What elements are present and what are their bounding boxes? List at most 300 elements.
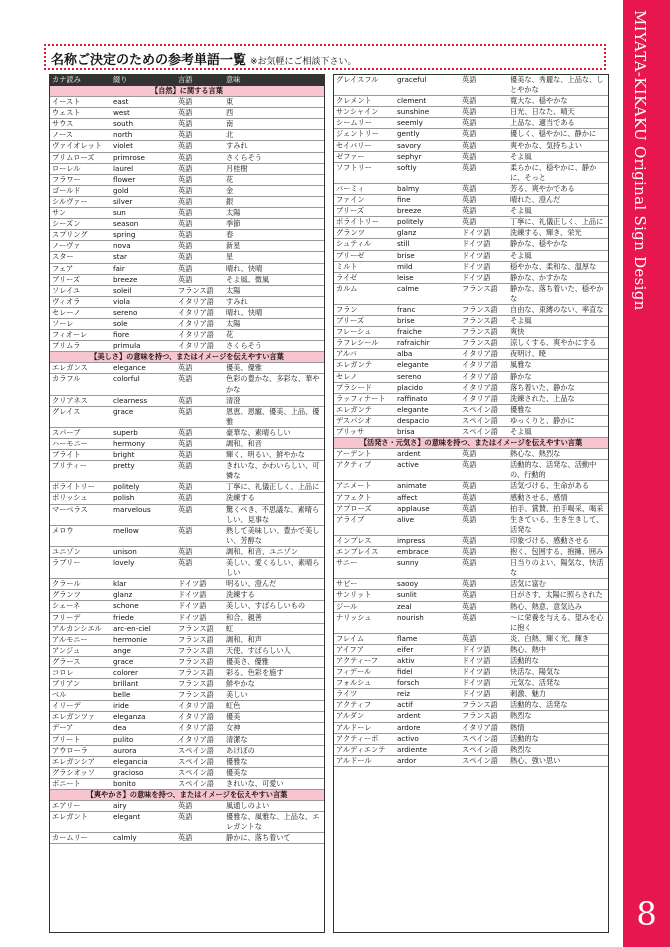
table-row — [334, 107, 608, 118]
cell-meaning: 花 — [224, 330, 324, 341]
cell-language: 英語 — [460, 151, 508, 162]
cell-spelling: sun — [111, 208, 176, 219]
table-row — [50, 833, 324, 844]
cell-meaning: すみれ — [224, 141, 324, 152]
cell-language: イタリア語 — [176, 341, 224, 352]
cell-meaning: 洗練する、輝き、栄光 — [508, 228, 608, 239]
cell-meaning: 風通しのよい — [224, 801, 324, 812]
cell-language: イタリア語 — [460, 722, 508, 733]
cell-spelling: flame — [395, 633, 460, 644]
cell-language: スペイン語 — [176, 767, 224, 778]
table-row — [50, 656, 324, 667]
table-row — [50, 252, 324, 263]
cell-language: 英語 — [176, 230, 224, 241]
cell-kana: グランツ — [50, 590, 111, 601]
cell-meaning: 優美な — [224, 767, 324, 778]
cell-meaning: 優美、優雅 — [224, 363, 324, 374]
cell-kana: サン — [50, 208, 111, 219]
cell-language: 英語 — [460, 96, 508, 107]
table-row — [50, 756, 324, 767]
cell-spelling: primrose — [111, 152, 176, 163]
cell-kana: セレノ — [334, 371, 395, 382]
cell-meaning: 春 — [224, 230, 324, 241]
cell-spelling: actif — [395, 700, 460, 711]
cell-spelling: breeze — [395, 206, 460, 217]
cell-language: 英語 — [460, 449, 508, 460]
cell-language: スペイン語 — [460, 755, 508, 766]
cell-language: ドイツ語 — [176, 579, 224, 590]
cell-kana: クレメント — [334, 96, 395, 107]
cell-meaning: 西 — [224, 108, 324, 119]
cell-meaning: 太陽 — [224, 285, 324, 296]
cell-language: 英語 — [176, 263, 224, 274]
cell-meaning: 恩恵、恩寵、優美、上品、優雅 — [224, 406, 324, 427]
section-title: 【美しさ】の意味を持つ、またはイメージを伝えやすい言葉 — [50, 352, 324, 363]
table-row — [334, 360, 608, 371]
cell-kana: カラフル — [50, 374, 111, 395]
cell-kana: アルダン — [334, 711, 395, 722]
cell-meaning: 炎、白熱、輝く光、輝き — [508, 633, 608, 644]
cell-language: 英語 — [460, 503, 508, 514]
cell-spelling: zeal — [395, 601, 460, 612]
cell-language: フランス語 — [176, 667, 224, 678]
cell-meaning: 静かな — [508, 371, 608, 382]
cell-language: スペイン語 — [176, 745, 224, 756]
table-row — [50, 141, 324, 152]
table-row — [50, 152, 324, 163]
cell-spelling: fraiche — [395, 327, 460, 338]
cell-meaning: 色彩の豊かな、多彩な、華やかな — [224, 374, 324, 395]
cell-language: ドイツ語 — [176, 612, 224, 623]
cell-language: 英語 — [176, 97, 224, 108]
cell-spelling: elegancia — [111, 756, 176, 767]
cell-spelling: mild — [395, 261, 460, 272]
cell-spelling: laurel — [111, 163, 176, 174]
cell-meaning: 洗練する — [224, 590, 324, 601]
cell-language: 英語 — [460, 547, 508, 558]
cell-language: スペイン語 — [176, 756, 224, 767]
table-row — [50, 482, 324, 493]
cell-spelling: pulito — [111, 734, 176, 745]
table-row — [50, 767, 324, 778]
section-header — [50, 352, 324, 363]
cell-spelling: hermonie — [111, 634, 176, 645]
cell-spelling: star — [111, 252, 176, 263]
cell-spelling: active — [395, 460, 460, 481]
table-row — [50, 579, 324, 590]
cell-language: 英語 — [460, 492, 508, 503]
cell-meaning: 活動的な、活発な、活動中の、行動的 — [508, 460, 608, 481]
cell-spelling: airy — [111, 801, 176, 812]
cell-meaning: 美しい、愛くるしい、素晴らしい — [224, 558, 324, 579]
cell-kana: ノーヴァ — [50, 241, 111, 252]
cell-kana: ブリッサ — [334, 427, 395, 438]
table-row — [50, 690, 324, 701]
table-row — [50, 778, 324, 789]
cell-language: 英語 — [176, 163, 224, 174]
cell-kana: エレガント — [50, 812, 111, 833]
cell-spelling: reiz — [395, 689, 460, 700]
cell-spelling: aktiv — [395, 655, 460, 666]
cell-kana: プリムラ — [50, 341, 111, 352]
table-row — [334, 272, 608, 283]
cell-meaning: 感動させる、感情 — [508, 492, 608, 503]
cell-language: 英語 — [460, 514, 508, 535]
cell-spelling: fair — [111, 263, 176, 274]
cell-meaning: 印象づける、感動させる — [508, 535, 608, 546]
cell-spelling: elegant — [111, 812, 176, 833]
cell-language: 英語 — [460, 118, 508, 129]
cell-spelling: nourish — [395, 612, 460, 633]
cell-kana: セイバリー — [334, 140, 395, 151]
cell-spelling: still — [395, 239, 460, 250]
cell-kana: ブリーゼ — [334, 250, 395, 261]
cell-spelling: ardor — [395, 755, 460, 766]
cell-spelling: alive — [395, 514, 460, 535]
cell-language: ドイツ語 — [460, 239, 508, 250]
cell-kana: シームリー — [334, 118, 395, 129]
cell-meaning: 優雅な、風雅な、上品な、エレガントな — [224, 812, 324, 833]
cell-language: スペイン語 — [460, 404, 508, 415]
cell-language: 英語 — [176, 196, 224, 207]
cell-kana: アクティーボ — [334, 733, 395, 744]
cell-kana: ソーレ — [50, 318, 111, 329]
cell-kana: グラシオッソ — [50, 767, 111, 778]
cell-meaning: 静かに、落ち着いて — [224, 833, 324, 844]
cell-spelling: glanz — [395, 228, 460, 239]
cell-meaning: そよ風 — [508, 206, 608, 217]
cell-kana: アルディエンテ — [334, 744, 395, 755]
cell-spelling: superb — [111, 427, 176, 438]
cell-language: 英語 — [176, 546, 224, 557]
table-row — [50, 645, 324, 656]
table-row — [334, 162, 608, 183]
cell-kana: ラブリー — [50, 558, 111, 579]
table-row — [50, 461, 324, 482]
cell-spelling: gracioso — [111, 767, 176, 778]
cell-language: 英語 — [460, 129, 508, 140]
page-number: 8 — [636, 895, 657, 933]
cell-kana: クリアネス — [50, 395, 111, 406]
cell-meaning: あけぼの — [224, 745, 324, 756]
cell-meaning: 快活な、陽気な — [508, 667, 608, 678]
cell-language: 英語 — [176, 482, 224, 493]
cell-meaning: 銀 — [224, 196, 324, 207]
cell-meaning: 熱烈な — [508, 744, 608, 755]
table-row — [334, 481, 608, 492]
cell-language: ドイツ語 — [460, 250, 508, 261]
cell-meaning: 夜明け、暁 — [508, 349, 608, 360]
cell-kana: アルモニー — [50, 634, 111, 645]
table-row — [334, 75, 608, 96]
cell-language: イタリア語 — [460, 371, 508, 382]
cell-spelling: activo — [395, 733, 460, 744]
cell-language: スペイン語 — [460, 733, 508, 744]
cell-kana: エレガンツァ — [50, 712, 111, 723]
cell-spelling: clement — [395, 96, 460, 107]
cell-kana: アーデント — [334, 449, 395, 460]
cell-kana: シーズン — [50, 219, 111, 230]
cell-spelling: flower — [111, 174, 176, 185]
table-row — [50, 558, 324, 579]
cell-kana: グレイス — [50, 406, 111, 427]
cell-spelling: west — [111, 108, 176, 119]
cell-kana: エレガンテ — [334, 360, 395, 371]
cell-language: 英語 — [460, 535, 508, 546]
cell-kana: フィオーレ — [50, 330, 111, 341]
cell-kana: ファイン — [334, 195, 395, 206]
cell-language: 英語 — [460, 460, 508, 481]
cell-language: フランス語 — [460, 316, 508, 327]
cell-kana: ジェントリー — [334, 129, 395, 140]
cell-kana: ヴィオラ — [50, 296, 111, 307]
cell-kana: ヴァイオレット — [50, 141, 111, 152]
table-row — [50, 163, 324, 174]
cell-meaning: 調和、和声 — [224, 634, 324, 645]
cell-language: 英語 — [176, 152, 224, 163]
cell-kana: ブリーズ — [334, 206, 395, 217]
cell-spelling: spring — [111, 230, 176, 241]
cell-language: イタリア語 — [176, 701, 224, 712]
cell-meaning: 生きている、生き生きして、活発な — [508, 514, 608, 535]
table-row — [334, 371, 608, 382]
cell-spelling: ange — [111, 645, 176, 656]
cell-spelling: bonito — [111, 778, 176, 789]
cell-spelling: rafraichir — [395, 338, 460, 349]
table-row — [50, 623, 324, 634]
cell-meaning: 活気に富む — [508, 579, 608, 590]
cell-kana: サビー — [334, 579, 395, 590]
cell-meaning: 活気づける、生命がある — [508, 481, 608, 492]
cell-language: イタリア語 — [176, 307, 224, 318]
cell-language: 英語 — [460, 579, 508, 590]
table-row — [334, 535, 608, 546]
cell-meaning: 美しい、すばらしいもの — [224, 601, 324, 612]
cell-kana: ポリッシュ — [50, 493, 111, 504]
side-band — [623, 0, 670, 947]
cell-spelling: sereno — [111, 307, 176, 318]
cell-kana: プリムローズ — [50, 152, 111, 163]
cell-meaning: 虹色 — [224, 701, 324, 712]
table-row — [50, 812, 324, 833]
cell-meaning: 爽快 — [508, 327, 608, 338]
cell-spelling: marvelous — [111, 504, 176, 525]
cell-meaning: さくらそう — [224, 341, 324, 352]
section-header — [50, 86, 324, 97]
cell-meaning: 上品な、適当である — [508, 118, 608, 129]
table-row — [334, 514, 608, 535]
table-row — [334, 349, 608, 360]
table-row — [334, 547, 608, 558]
cell-meaning: 活動的な — [508, 733, 608, 744]
cell-meaning: そよ風、微風 — [224, 274, 324, 285]
cell-kana: インプレス — [334, 535, 395, 546]
cell-spelling: breeze — [111, 274, 176, 285]
table-row — [50, 406, 324, 427]
cell-language: ドイツ語 — [460, 644, 508, 655]
table-row — [50, 439, 324, 450]
cell-language: 英語 — [176, 219, 224, 230]
cell-kana: プリート — [50, 734, 111, 745]
table-row — [334, 261, 608, 272]
table-row — [334, 183, 608, 194]
cell-spelling: forsch — [395, 678, 460, 689]
table-row — [50, 601, 324, 612]
cell-meaning: 優美な、秀麗な、上品な、しとやかな — [508, 75, 608, 96]
cell-language: 英語 — [176, 141, 224, 152]
cell-kana: マーベラス — [50, 504, 111, 525]
cell-meaning: 穏やかな、柔和な、温厚な — [508, 261, 608, 272]
cell-spelling: calmly — [111, 833, 176, 844]
table-row — [334, 700, 608, 711]
cell-meaning: 熱烈な — [508, 711, 608, 722]
cell-language: 英語 — [176, 395, 224, 406]
cell-spelling: brillant — [111, 679, 176, 690]
cell-kana: コロレ — [50, 667, 111, 678]
cell-language: ドイツ語 — [460, 655, 508, 666]
table-row — [50, 712, 324, 723]
cell-language: 英語 — [176, 450, 224, 461]
cell-spelling: fiore — [111, 330, 176, 341]
cell-spelling: politely — [395, 217, 460, 228]
cell-spelling: brise — [395, 250, 460, 261]
table-row — [334, 206, 608, 217]
word-table-left — [49, 74, 325, 933]
table-row — [334, 590, 608, 601]
cell-language: 英語 — [176, 130, 224, 141]
cell-kana: クラール — [50, 579, 111, 590]
table-row — [334, 667, 608, 678]
cell-kana: フェア — [50, 263, 111, 274]
table-row — [50, 801, 324, 812]
cell-meaning: 南 — [224, 119, 324, 130]
cell-language: 英語 — [176, 252, 224, 263]
table-row — [50, 274, 324, 285]
section-header — [50, 790, 324, 801]
table-row — [334, 655, 608, 666]
section-title: 【自然】に関する言葉 — [50, 86, 324, 97]
cell-spelling: gold — [111, 185, 176, 196]
cell-meaning: 明るい、澄んだ — [224, 579, 324, 590]
cell-meaning: 美しい — [224, 690, 324, 701]
table-row — [50, 701, 324, 712]
cell-kana: デーア — [50, 723, 111, 734]
cell-language: 英語 — [176, 363, 224, 374]
cell-kana: フレーシュ — [334, 327, 395, 338]
cell-language: フランス語 — [176, 690, 224, 701]
cell-spelling: elegante — [395, 360, 460, 371]
cell-language: 英語 — [176, 119, 224, 130]
cell-meaning: 熱情 — [508, 722, 608, 733]
table-row — [334, 558, 608, 579]
cell-meaning: さくらそう — [224, 152, 324, 163]
cell-kana: スプリング — [50, 230, 111, 241]
cell-language: イタリア語 — [176, 296, 224, 307]
cell-language: 英語 — [176, 525, 224, 546]
cell-kana: ノース — [50, 130, 111, 141]
cell-language: イタリア語 — [176, 723, 224, 734]
cell-kana: ソレイユ — [50, 285, 111, 296]
cell-language: スペイン語 — [460, 744, 508, 755]
table-row — [334, 427, 608, 438]
cell-kana: アルカンシエル — [50, 623, 111, 634]
cell-language: スペイン語 — [460, 427, 508, 438]
cell-language: 英語 — [460, 558, 508, 579]
cell-meaning: 優雅な — [224, 756, 324, 767]
cell-language: イタリア語 — [176, 318, 224, 329]
table-row — [50, 450, 324, 461]
table-row — [334, 722, 608, 733]
cell-spelling: despacio — [395, 415, 460, 426]
cell-spelling: fine — [395, 195, 460, 206]
cell-language: ドイツ語 — [176, 590, 224, 601]
cell-language: 英語 — [176, 801, 224, 812]
cell-language: ドイツ語 — [460, 272, 508, 283]
cell-language: フランス語 — [460, 327, 508, 338]
cell-language: イタリア語 — [176, 734, 224, 745]
cell-meaning: 爽やかな、気持ちよい — [508, 140, 608, 151]
cell-kana: グラース — [50, 656, 111, 667]
cell-meaning: 静かな、かすかな — [508, 272, 608, 283]
cell-spelling: calme — [395, 283, 460, 304]
table-row — [334, 140, 608, 151]
table-row — [50, 667, 324, 678]
cell-language: フランス語 — [176, 623, 224, 634]
cell-spelling: placido — [395, 382, 460, 393]
cell-kana: サンシャイン — [334, 107, 395, 118]
cell-meaning: きれいな、かわいらしい、可憐な — [224, 461, 324, 482]
table-row — [50, 679, 324, 690]
cell-kana: イースト — [50, 97, 111, 108]
cell-meaning: 熱心な、熱烈な — [508, 449, 608, 460]
cell-kana: ウェスト — [50, 108, 111, 119]
cell-language: フランス語 — [176, 285, 224, 296]
cell-kana: ライツ — [334, 689, 395, 700]
cell-meaning: 太陽 — [224, 208, 324, 219]
cell-meaning: 洗練された、上品な — [508, 393, 608, 404]
cell-spelling: glanz — [111, 590, 176, 601]
table-row — [50, 174, 324, 185]
cell-language: フランス語 — [460, 338, 508, 349]
cell-meaning: 涼しくする、爽やかにする — [508, 338, 608, 349]
cell-spelling: clearness — [111, 395, 176, 406]
cell-language: スペイン語 — [176, 778, 224, 789]
cell-meaning: 和合、親善 — [224, 612, 324, 623]
cell-meaning: ゆっくりと、静かに — [508, 415, 608, 426]
table-row — [50, 241, 324, 252]
cell-spelling: sunshine — [395, 107, 460, 118]
cell-spelling: saooy — [395, 579, 460, 590]
cell-kana: グランツ — [334, 228, 395, 239]
cell-kana: ソフトリー — [334, 162, 395, 183]
cell-meaning: 晴れた、澄んだ — [508, 195, 608, 206]
cell-spelling: sunlit — [395, 590, 460, 601]
table-row — [50, 296, 324, 307]
cell-language: フランス語 — [460, 711, 508, 722]
table-row — [50, 427, 324, 438]
cell-meaning: 彩る、色彩を施す — [224, 667, 324, 678]
cell-kana: バーミィ — [334, 183, 395, 194]
cell-kana: フラン — [334, 304, 395, 315]
cell-meaning: 〜に栄養を与える、望みを心に抱く — [508, 612, 608, 633]
table-row — [334, 283, 608, 304]
cell-kana: カルム — [334, 283, 395, 304]
cell-meaning: 輝く、明るい、鮮やかな — [224, 450, 324, 461]
cell-meaning: きれいな、可愛い — [224, 778, 324, 789]
table-header — [50, 75, 324, 86]
cell-spelling: lovely — [111, 558, 176, 579]
cell-language: 英語 — [176, 812, 224, 833]
